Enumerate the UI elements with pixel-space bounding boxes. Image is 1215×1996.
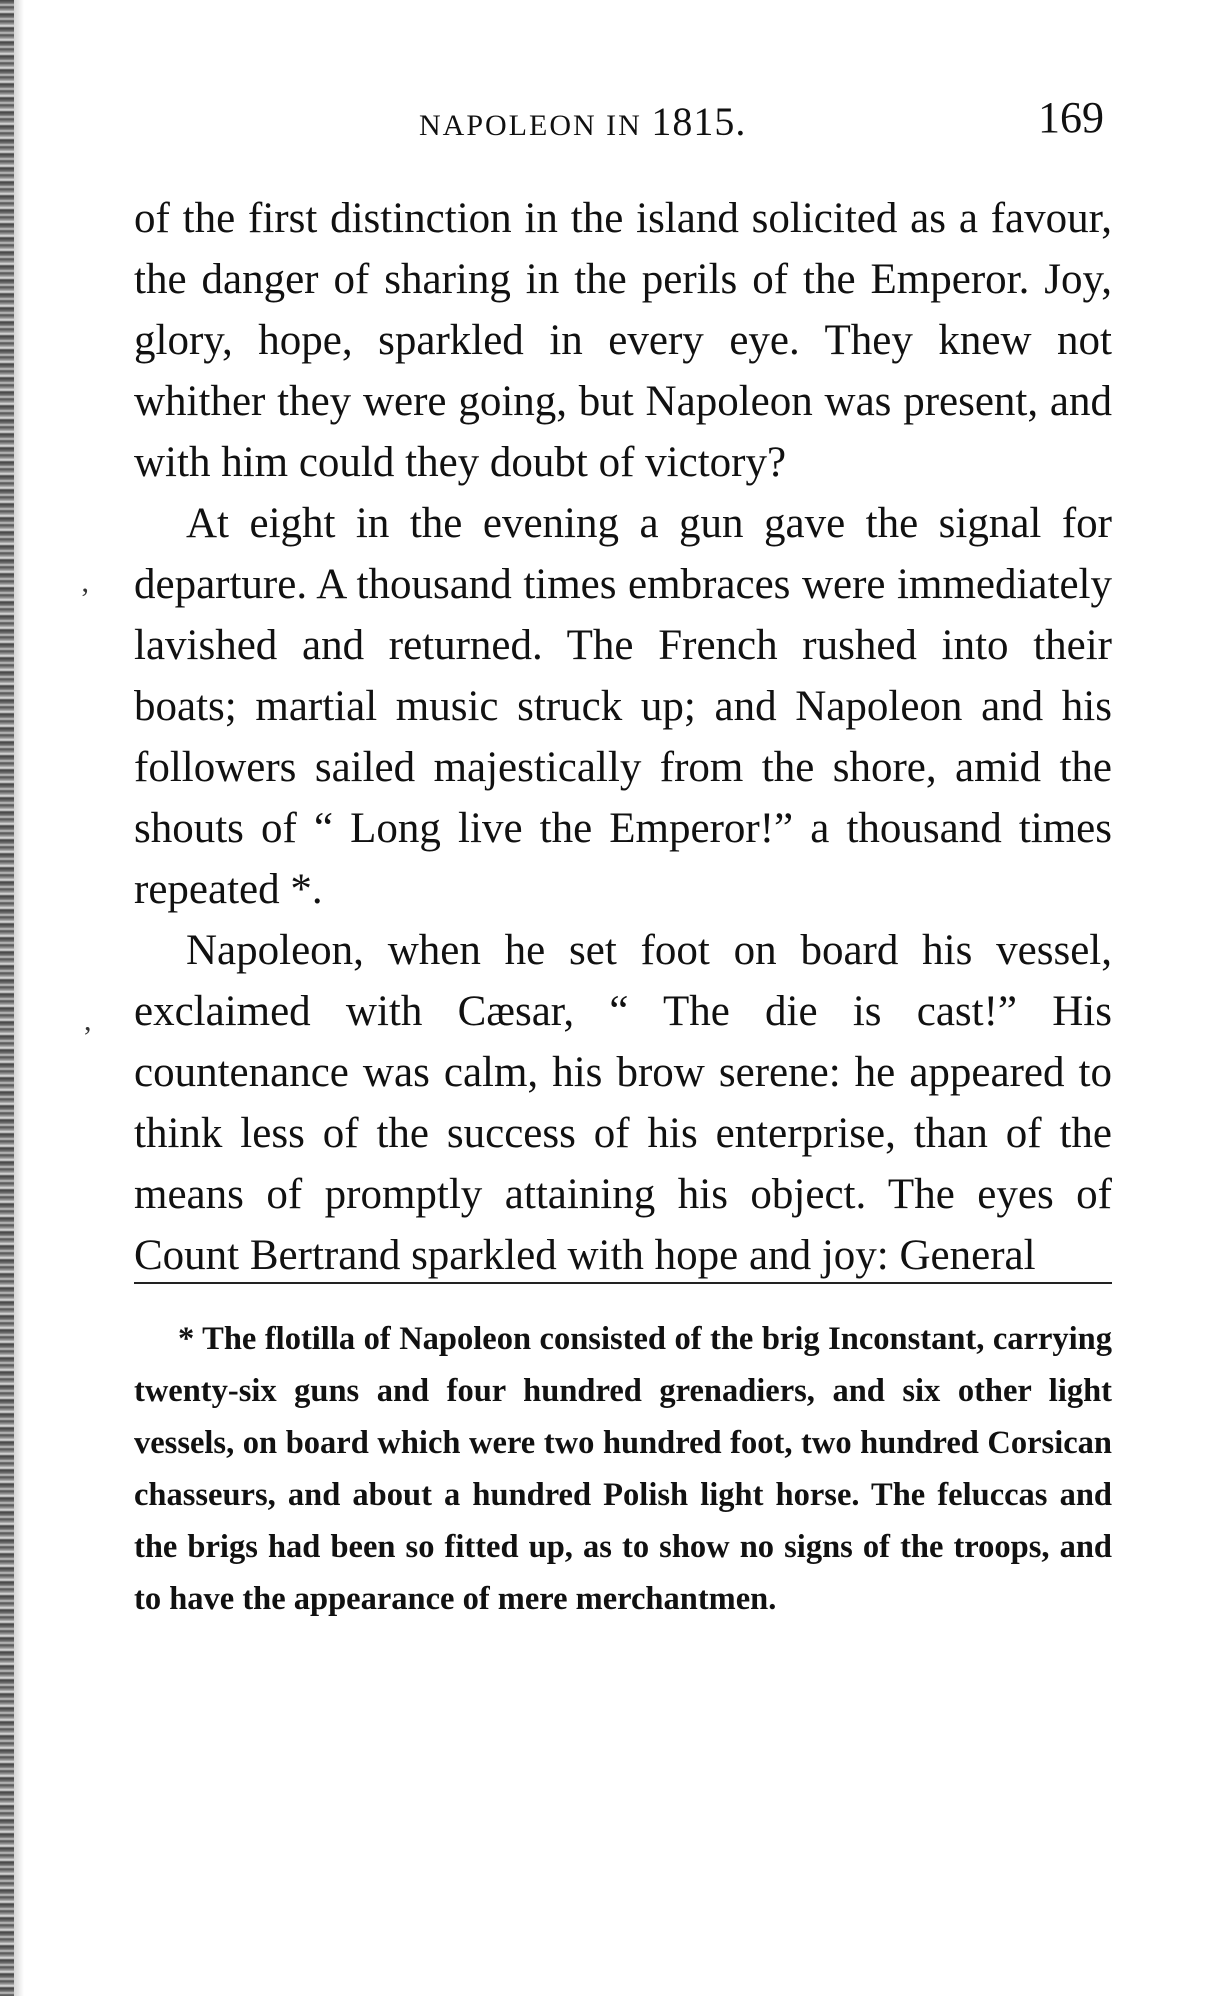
running-head [134,92,1112,142]
footnote-text: * The flotilla of Napoleon consisted of the brig Inconstant, carrying twenty-six guns and four hundred grenadiers, and six other light vessels, on board which were two hundred foot, two hundred Corsican chasseurs, and about a hundred Polish light horse. The feluccas and the brigs had been so fitted up, as to show no signs of the troops, and to have the appearance of mere merchantmen. [134,1321,1112,1617]
paragraph-departure: At eight in the evening a gun gave the signal for departure. A thousand times embraces were immediately lavished and returned. The French rushed into their boats; martial music struck up; and Napoleon and his followers sailed majestically from the shore, amid the shouts of “ Long live the Emperor!” a thousand times repeated *. [134,500,1112,913]
paragraph-die-is-cast: Napoleon, when he set foot on board his vessel, exclaimed with Cæsar, “ The die is cast!” His countenance was calm, his brow serene: he appeared to think less of the success of his enterprise, than of the means of promptly attaining his object. The eyes of Count Bertrand sparkled with hope and joy: General [134,927,1112,1279]
footnote [134,1313,1112,1625]
footnote-rule [134,1282,1112,1284]
running-title [419,98,746,145]
page-binding-edge [0,0,14,1996]
paragraph-continued: of the first distinction in the island solicited as a favour, the danger of sharing in the perils of the Emperor. Joy, glory, hope, sparkled in every eye. They knew not whither they were going, but Napoleon was present, and with him could they doubt of victory? [134,195,1112,486]
page-number: 169 [1038,93,1104,142]
body-text [134,188,1112,1286]
running-title-year: 1815. [651,99,747,144]
running-title-text: NAPOLEON IN [419,109,652,142]
margin-mark: , [84,1004,92,1037]
margin-mark: ’ [80,582,90,615]
